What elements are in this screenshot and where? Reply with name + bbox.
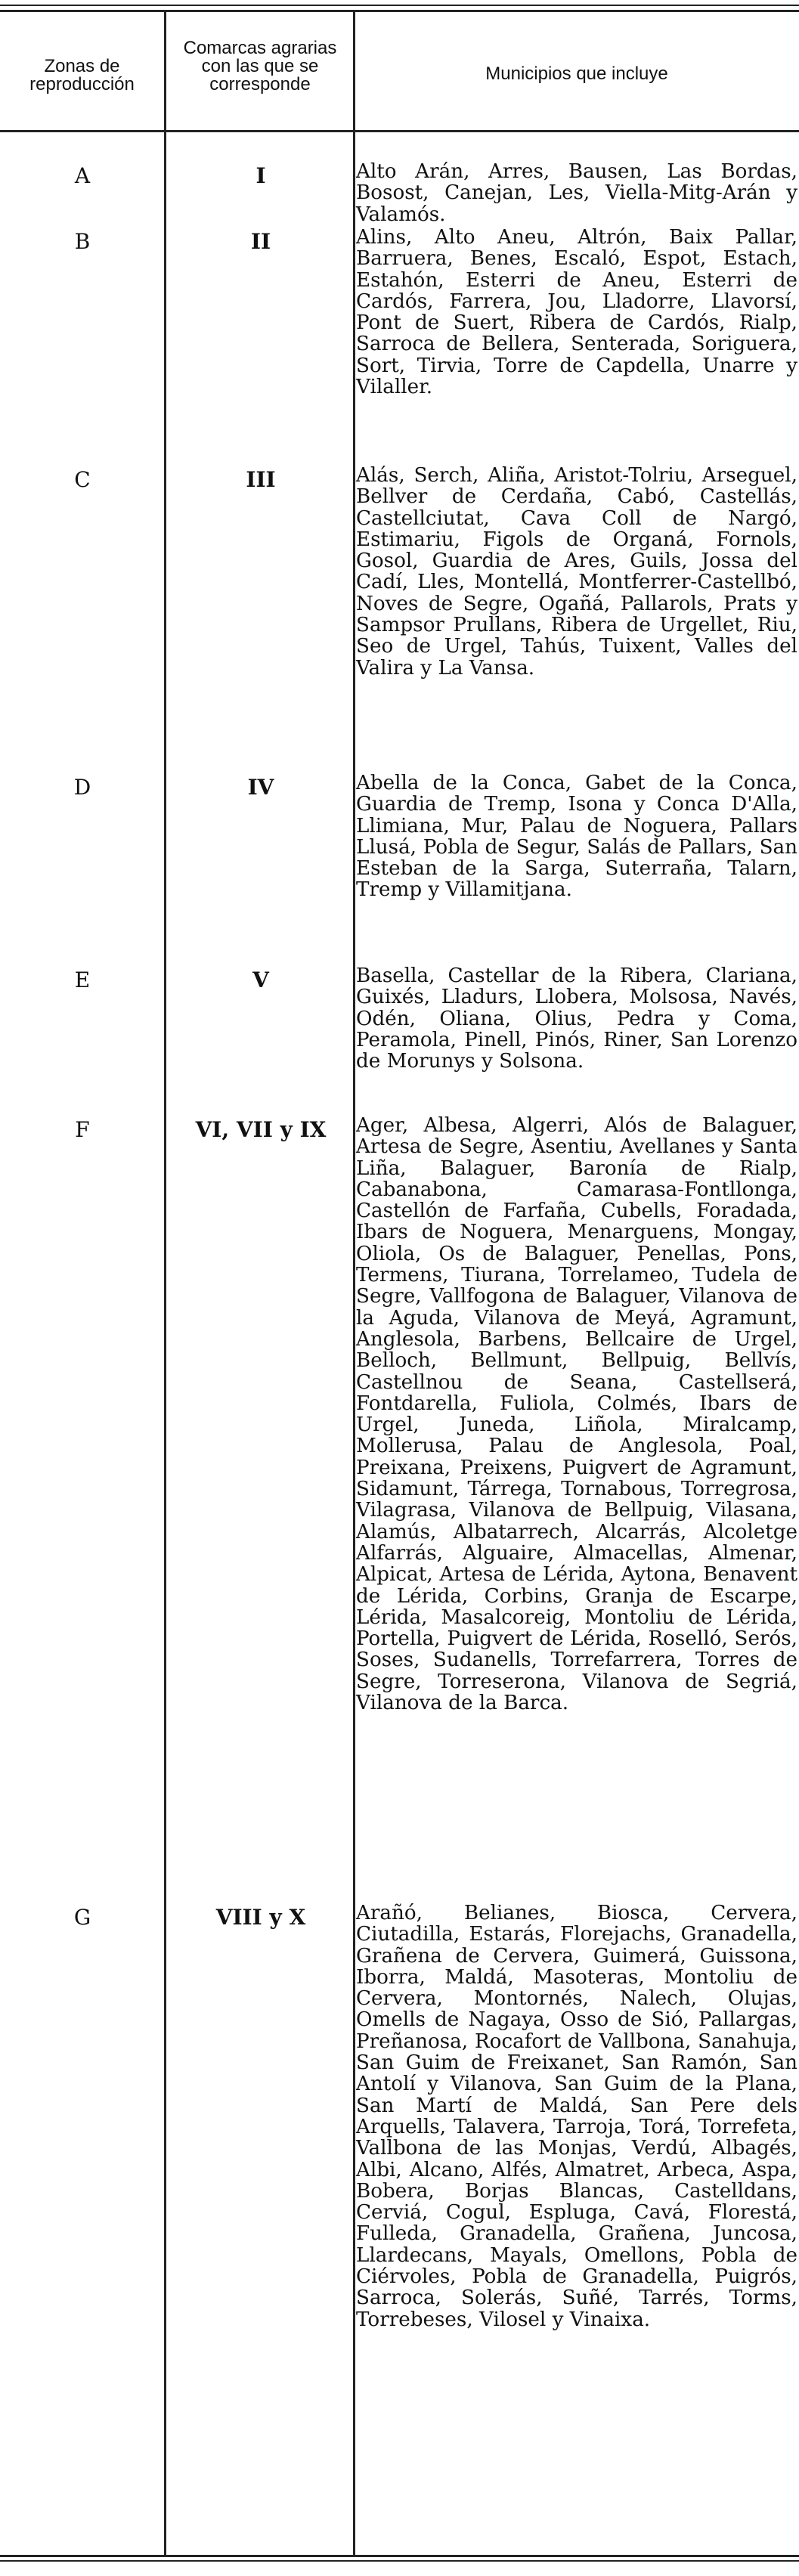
zone-a: A (74, 163, 91, 188)
header-zonas: Zonas de reproducción (29, 56, 135, 94)
comarca-e: V (252, 968, 269, 992)
municipios-a: Alto Arán, Arres, Bausen, Las Bordas, Bosost, Canejan, Les, Viella-Mitg-Arán y Valamós. (356, 160, 797, 226)
comarca-b: II (250, 229, 271, 254)
top-rule (0, 5, 799, 6)
column-divider-2 (353, 12, 355, 2555)
header-municipios: Municipios que incluye (485, 63, 668, 84)
zone-e: E (74, 968, 91, 992)
bottom-rule-inner (0, 2560, 799, 2562)
top-rule-inner (0, 10, 799, 12)
zone-b: B (74, 229, 91, 254)
comarca-d: IV (247, 775, 274, 800)
municipios-g: Arañó, Belianes, Biosca, Cervera, Ciutadilla, Estarás, Florejachs, Granadella, Grañena de Cervera, Guimerá, Guissona, Iborra, Maldá, Masoteras, Montoliu de Cervera, Montornés, Nalech, Olujas, Omells de Nagaya, Osso de Sió, Pallargas, Preñanosa, Rocafort de Vallbona, Sanahuja, San Guim de Freixanet, San Ramón, San Antolí y Vilanova, San Guim de la Plana, San Martí de Maldá, San Pere dels Arquells, Talavera, Tarroja, Torá, Torrefeta, Vallbona de las Monjas, Verdú, Albagés, Albi, Alcano, Alfés, Almatret, Arbeca, Aspa, Bobera, Borjas Blancas, Castelldans, Cerviá, Cogul, Espluga, Cavá, Florestá, Fulleda, Granadella, Grañena, Juncosa, Llardecans, Mayals, Omellons, Pobla de Ciérvoles, Pobla de Granadella, Puigrós, Sarroca, Solerás, Suñé, Tarrés, Torms, Torrebeses, Vilosel y Vinaixa. (356, 1902, 797, 2331)
zone-g: G (73, 1905, 91, 1930)
comarca-g: VIII y X (215, 1905, 306, 1930)
municipios-c: Alás, Serch, Aliña, Aristot-Tolriu, Arseguel, Bellver de Cerdaña, Cabó, Castellás, Castellciutat, Cava Coll de Nargó, Estimariu, Figols de Organá, Fornols, Gosol, Guardia de Ares, Guils, Jossa del Cadí, Lles, Montellá, Montferrer-Castellbó, Noves de Segre, Ogañá, Pallarols, Prats y Sampsor Prullans, Ribera de Urgellet, Riu, Seo de Urgel, Tahús, Tuixent, Valles del Valira y La Vansa. (356, 464, 797, 680)
municipios-e: Basella, Castellar de la Ribera, Clariana, Guixés, Lladurs, Llobera, Molsosa, Navés, Odén, Oliana, Olius, Pedra y Coma, Peramola, Pinell, Pinós, Riner, San Lorenzo de Morunys y Solsona. (356, 964, 797, 1073)
comarca-f: VI, VII y IX (195, 1117, 327, 1142)
column-divider-1 (164, 12, 166, 2555)
municipios-d: Abella de la Conca, Gabet de la Conca, Guardia de Tremp, Isona y Conca D'Alla, Llimiana, Mur, Palau de Noguera, Pallars Llusá, Pobla de Segur, Salás de Pallars, San Esteban de la Sarga, Suterraña, Talarn, Tremp y Villamitjana. (356, 772, 797, 902)
municipios-b: Alins, Alto Aneu, Altrón, Baix Pallar, Barruera, Benes, Escaló, Espot, Estach, Estahón, Esterri de Aneu, Esterri de Cardós, Farrera, Jou, Lladorre, Llavorsí, Pont de Suert, Ribera de Cardós, Rialp, Sarroca de Bellera, Senterada, Soriguera, Sort, Tirvia, Torre de Capdella, Unarre y Vilaller. (356, 226, 797, 399)
municipios-f: Ager, Albesa, Algerri, Alós de Balaguer, Artesa de Segre, Asentiu, Avellanes y Santa Liña, Balaguer, Baronía de Rialp, Cabanabona, Camarasa-Fontllonga, Castellón de Farfaña, Cubells, Foradada, Ibars de Noguera, Menarguens, Mongay, Oliola, Os de Balaguer, Penellas, Pons, Termens, Tiurana, Torrelameo, Tudela de Segre, Vallfogona de Balaguer, Vilanova de la Aguda, Vilanova de Meyá, Agramunt, Anglesola, Barbens, Bellcaire de Urgel, Belloch, Bellmunt, Bellpuig, Bellvís, Castellnou de Seana, Castellserá, Fontdarella, Fuliola, Colmés, Ibars de Urgel, Juneda, Liñola, Miralcamp, Mollerusa, Palau de Anglesola, Poal, Preixana, Preixens, Puigvert de Agramunt, Sidamunt, Tárrega, Tornabous, Torregrosa, Vilagrasa, Vilanova de Bellpuig, Vilasana, Alamús, Albatarrech, Alcarrás, Alcoletge Alfarrás, Alguaire, Almacellas, Almenar, Alpicat, Artesa de Lérida, Aytona, Benavent de Lérida, Corbins, Granja de Escarpe, Lérida, Masalcoreig, Montoliu de Lérida, Portella, Puigvert de Lérida, Roselló, Serós, Soses, Sudanells, Torrefarrera, Torres de Segre, Torreserona, Vilanova de Segriá, Vilanova de la Barca. (356, 1114, 797, 1715)
bottom-rule (0, 2555, 799, 2557)
comarca-c: III (246, 467, 276, 492)
comarca-a: I (255, 163, 266, 188)
zone-d: D (73, 775, 91, 800)
zone-f: F (75, 1117, 90, 1142)
header-comarcas: Comarcas agrarias con las que se corresponde (183, 38, 337, 94)
header-rule (0, 130, 799, 132)
zone-c: C (74, 467, 91, 492)
